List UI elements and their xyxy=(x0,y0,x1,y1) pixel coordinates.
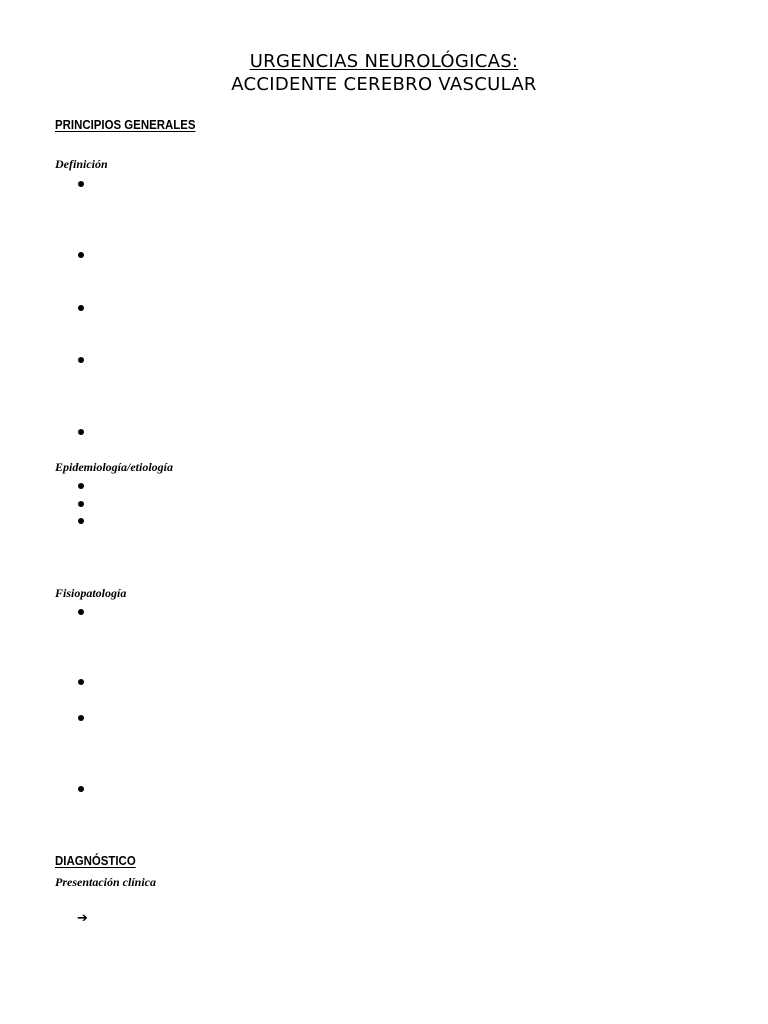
section-heading-principios-generales: PRINCIPIOS GENERALES xyxy=(55,117,196,132)
subheading-epidemiologia-etiologia: Epidemiología/etiología xyxy=(55,460,173,474)
bullet-dot-icon xyxy=(78,483,84,489)
right-arrow-icon: ➔ xyxy=(77,911,88,926)
document-title-line-2: ACCIDENTE CEREBRO VASCULAR xyxy=(231,74,537,95)
subheading-presentacion-clinica: Presentación clínica xyxy=(55,875,156,889)
bullet-dot-icon xyxy=(78,501,84,507)
bullet-dot-icon xyxy=(78,357,84,363)
bullet-dot-icon xyxy=(78,518,84,524)
section-heading-diagnostico: DIAGNÓSTICO xyxy=(55,853,136,868)
subheading-definicion: Definición xyxy=(55,157,108,171)
subheading-fisiopatologia: Fisiopatología xyxy=(55,586,127,600)
document-title-line-1: URGENCIAS NEUROLÓGICAS: xyxy=(249,51,519,72)
bullet-dot-icon xyxy=(78,679,84,685)
bullet-dot-icon xyxy=(78,786,84,792)
bullet-dot-icon xyxy=(78,715,84,721)
bullet-dot-icon xyxy=(78,609,84,615)
bullet-dot-icon xyxy=(78,429,84,435)
bullet-dot-icon xyxy=(78,305,84,311)
bullet-dot-icon xyxy=(78,181,84,187)
bullet-dot-icon xyxy=(78,252,84,258)
